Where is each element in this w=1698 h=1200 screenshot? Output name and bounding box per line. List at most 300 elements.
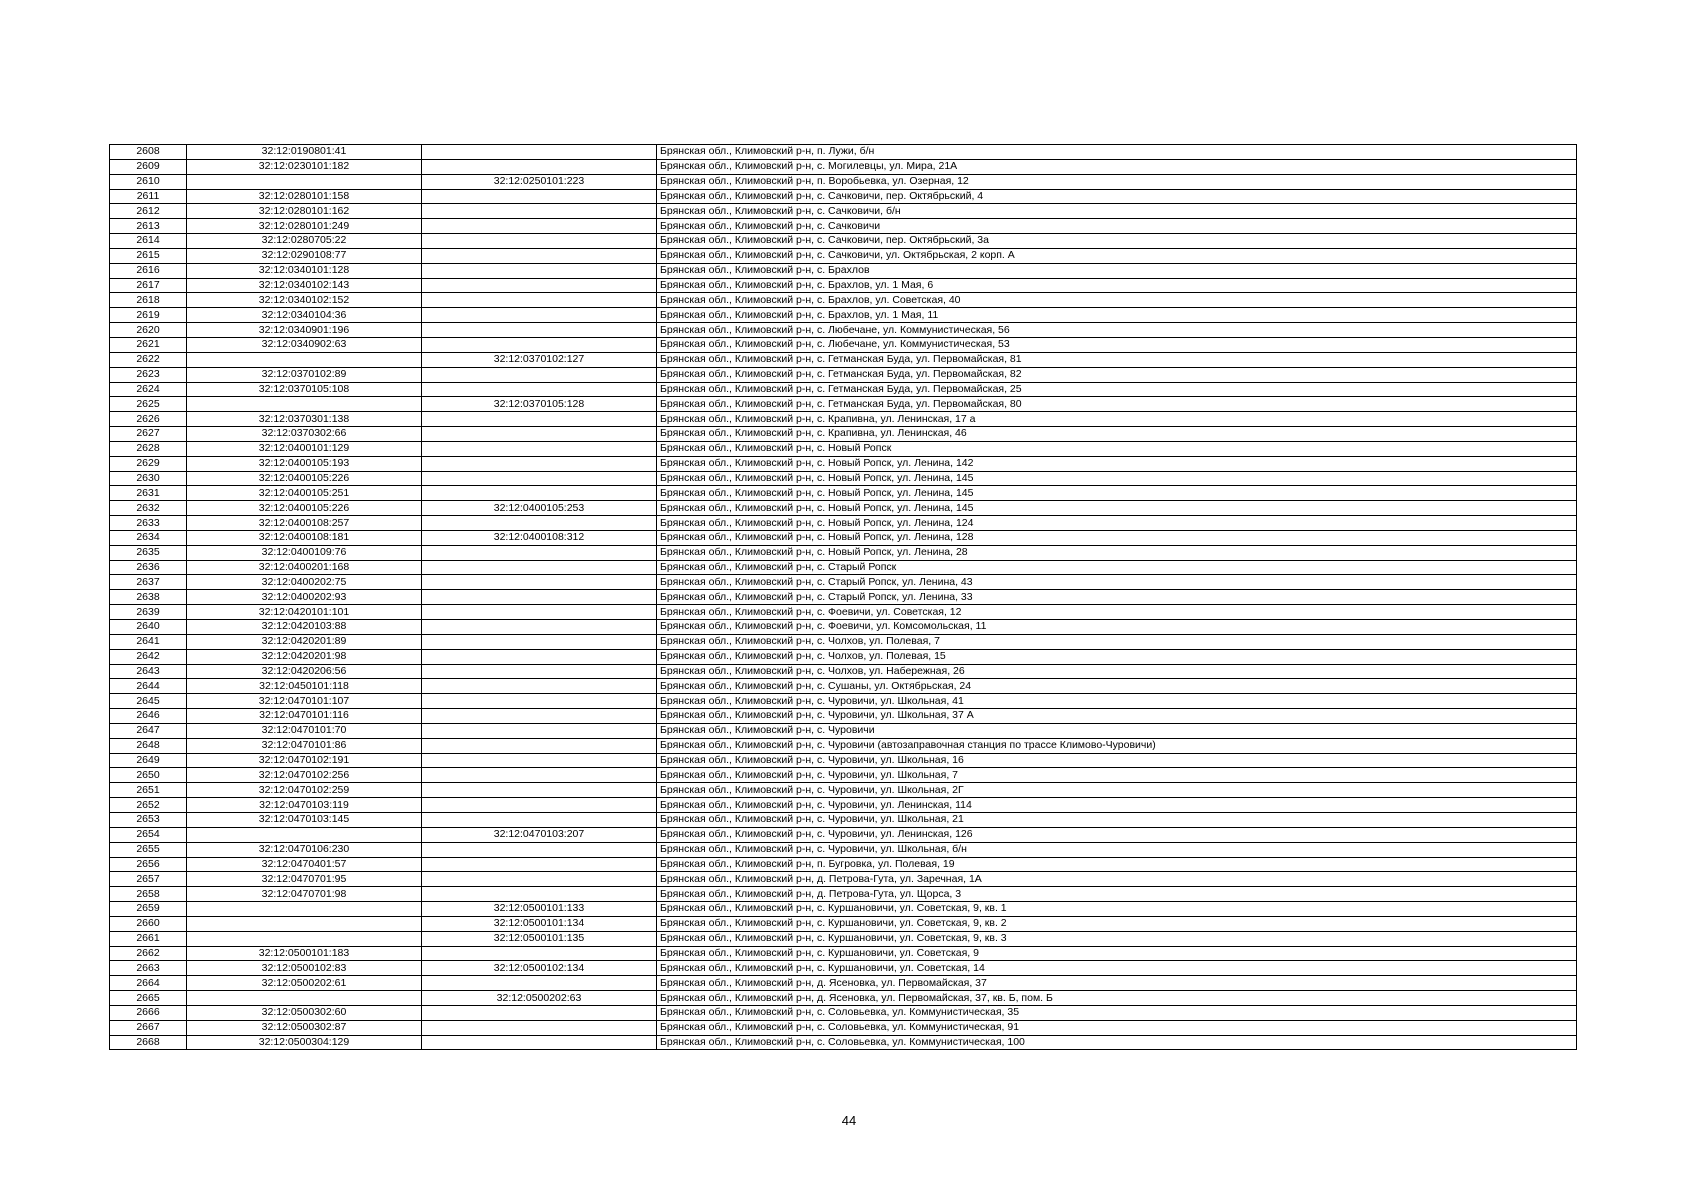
row-number-cell: 2652 bbox=[110, 798, 187, 813]
row-number-cell: 2663 bbox=[110, 961, 187, 976]
table-row bbox=[110, 234, 1577, 249]
address-cell: Брянская обл., Климовский р-н, д. Ясеновка, ул. Первомайская, 37 bbox=[657, 976, 1577, 991]
cadastral-number-secondary-cell: 32:12:0470103:207 bbox=[422, 827, 657, 842]
cadastral-number-secondary-cell bbox=[422, 545, 657, 560]
cadastral-number-secondary-cell bbox=[422, 234, 657, 249]
row-number-cell: 2667 bbox=[110, 1020, 187, 1035]
address-cell: Брянская обл., Климовский р-н, с. Любечане, ул. Коммунистическая, 56 bbox=[657, 323, 1577, 338]
row-number-cell: 2608 bbox=[110, 145, 187, 160]
cadastral-number-secondary-cell bbox=[422, 798, 657, 813]
cadastral-number-cell: 32:12:0370302:66 bbox=[187, 427, 422, 442]
address-cell: Брянская обл., Климовский р-н, с. Новый Ропск, ул. Ленина, 142 bbox=[657, 456, 1577, 471]
cadastral-number-cell: 32:12:0500202:61 bbox=[187, 976, 422, 991]
cadastral-number-secondary-cell bbox=[422, 887, 657, 902]
cadastral-number-secondary-cell bbox=[422, 323, 657, 338]
table-row bbox=[110, 634, 1577, 649]
cadastral-number-secondary-cell bbox=[422, 278, 657, 293]
table-row bbox=[110, 649, 1577, 664]
table-row bbox=[110, 204, 1577, 219]
cadastral-number-cell: 32:12:0340901:196 bbox=[187, 323, 422, 338]
cadastral-number-cell: 32:12:0340102:152 bbox=[187, 293, 422, 308]
cadastral-number-cell: 32:12:0470701:95 bbox=[187, 872, 422, 887]
cadastral-number-cell: 32:12:0280101:249 bbox=[187, 219, 422, 234]
table-row bbox=[110, 798, 1577, 813]
table-row bbox=[110, 783, 1577, 798]
row-number-cell: 2644 bbox=[110, 679, 187, 694]
table-row bbox=[110, 768, 1577, 783]
cadastral-number-cell: 32:12:0370301:138 bbox=[187, 412, 422, 427]
cadastral-number-secondary-cell bbox=[422, 768, 657, 783]
address-cell: Брянская обл., Климовский р-н, с. Чолхов, ул. Полевая, 7 bbox=[657, 634, 1577, 649]
row-number-cell: 2650 bbox=[110, 768, 187, 783]
cadastral-number-secondary-cell: 32:12:0400105:253 bbox=[422, 501, 657, 516]
table-row bbox=[110, 486, 1577, 501]
address-cell: Брянская обл., Климовский р-н, с. Фоевичи, ул. Комсомольская, 11 bbox=[657, 620, 1577, 635]
cadastral-number-secondary-cell bbox=[422, 293, 657, 308]
cadastral-number-secondary-cell: 32:12:0500101:135 bbox=[422, 931, 657, 946]
cadastral-number-secondary-cell bbox=[422, 753, 657, 768]
address-cell: Брянская обл., Климовский р-н, с. Куршановичи, ул. Советская, 14 bbox=[657, 961, 1577, 976]
address-cell: Брянская обл., Климовский р-н, с. Чуровичи, ул. Школьная, 7 bbox=[657, 768, 1577, 783]
cadastral-number-cell: 32:12:0340902:63 bbox=[187, 337, 422, 352]
address-cell: Брянская обл., Климовский р-н, п. Воробьевка, ул. Озерная, 12 bbox=[657, 174, 1577, 189]
cadastral-number-cell: 32:12:0500302:60 bbox=[187, 1005, 422, 1020]
cadastral-number-secondary-cell bbox=[422, 145, 657, 160]
page-number: 44 bbox=[841, 1113, 857, 1128]
cadastral-number-cell: 32:12:0420103:88 bbox=[187, 620, 422, 635]
row-number-cell: 2668 bbox=[110, 1035, 187, 1050]
address-cell: Брянская обл., Климовский р-н, с. Куршановичи, ул. Советская, 9 bbox=[657, 946, 1577, 961]
address-cell: Брянская обл., Климовский р-н, с. Гетманская Буда, ул. Первомайская, 25 bbox=[657, 382, 1577, 397]
address-cell: Брянская обл., Климовский р-н, д. Петрова-Гута, ул. Заречная, 1А bbox=[657, 872, 1577, 887]
row-number-cell: 2633 bbox=[110, 516, 187, 531]
cadastral-number-cell bbox=[187, 991, 422, 1006]
cadastral-number-cell: 32:12:0420201:89 bbox=[187, 634, 422, 649]
address-cell: Брянская обл., Климовский р-н, с. Гетманская Буда, ул. Первомайская, 81 bbox=[657, 352, 1577, 367]
cadastral-table bbox=[109, 144, 1577, 1050]
cadastral-number-secondary-cell bbox=[422, 812, 657, 827]
cadastral-number-cell: 32:12:0470701:98 bbox=[187, 887, 422, 902]
address-cell: Брянская обл., Климовский р-н, с. Гетманская Буда, ул. Первомайская, 80 bbox=[657, 397, 1577, 412]
cadastral-number-cell bbox=[187, 827, 422, 842]
row-number-cell: 2655 bbox=[110, 842, 187, 857]
cadastral-number-secondary-cell bbox=[422, 263, 657, 278]
cadastral-number-secondary-cell bbox=[422, 664, 657, 679]
row-number-cell: 2625 bbox=[110, 397, 187, 412]
cadastral-number-cell: 32:12:0500101:183 bbox=[187, 946, 422, 961]
table-row bbox=[110, 590, 1577, 605]
cadastral-number-cell: 32:12:0500102:83 bbox=[187, 961, 422, 976]
address-cell: Брянская обл., Климовский р-н, с. Крапивна, ул. Ленинская, 17 а bbox=[657, 412, 1577, 427]
table-row bbox=[110, 679, 1577, 694]
table-row bbox=[110, 219, 1577, 234]
address-cell: Брянская обл., Климовский р-н, с. Чуровичи, ул. Школьная, 41 bbox=[657, 694, 1577, 709]
table-row bbox=[110, 323, 1577, 338]
cadastral-number-secondary-cell: 32:12:0500101:133 bbox=[422, 902, 657, 917]
address-cell: Брянская обл., Климовский р-н, с. Новый Ропск, ул. Ленина, 145 bbox=[657, 501, 1577, 516]
table-row bbox=[110, 545, 1577, 560]
address-cell: Брянская обл., Климовский р-н, с. Брахлов, ул. 1 Мая, 6 bbox=[657, 278, 1577, 293]
cadastral-number-cell: 32:12:0340104:36 bbox=[187, 308, 422, 323]
cadastral-number-cell: 32:12:0470103:119 bbox=[187, 798, 422, 813]
address-cell: Брянская обл., Климовский р-н, с. Соловьевка, ул. Коммунистическая, 100 bbox=[657, 1035, 1577, 1050]
address-cell: Брянская обл., Климовский р-н, с. Сачковичи, ул. Октябрьская, 2 корп. А bbox=[657, 248, 1577, 263]
address-cell: Брянская обл., Климовский р-н, с. Старый Ропск, ул. Ленина, 43 bbox=[657, 575, 1577, 590]
row-number-cell: 2618 bbox=[110, 293, 187, 308]
row-number-cell: 2646 bbox=[110, 709, 187, 724]
cadastral-number-cell: 32:12:0290108:77 bbox=[187, 248, 422, 263]
address-cell: Брянская обл., Климовский р-н, с. Брахлов, ул. 1 Мая, 11 bbox=[657, 308, 1577, 323]
cadastral-number-cell: 32:12:0470401:57 bbox=[187, 857, 422, 872]
address-cell: Брянская обл., Климовский р-н, с. Новый Ропск bbox=[657, 441, 1577, 456]
cadastral-number-cell: 32:12:0370105:108 bbox=[187, 382, 422, 397]
address-cell: Брянская обл., Климовский р-н, п. Бугровка, ул. Полевая, 19 bbox=[657, 857, 1577, 872]
row-number-cell: 2616 bbox=[110, 263, 187, 278]
table-row bbox=[110, 308, 1577, 323]
table-row bbox=[110, 471, 1577, 486]
cadastral-number-secondary-cell bbox=[422, 204, 657, 219]
row-number-cell: 2665 bbox=[110, 991, 187, 1006]
row-number-cell: 2635 bbox=[110, 545, 187, 560]
table-row bbox=[110, 516, 1577, 531]
cadastral-number-secondary-cell bbox=[422, 427, 657, 442]
table-row bbox=[110, 709, 1577, 724]
table-row bbox=[110, 753, 1577, 768]
cadastral-number-cell bbox=[187, 174, 422, 189]
table-row bbox=[110, 382, 1577, 397]
cadastral-number-secondary-cell bbox=[422, 441, 657, 456]
table-row bbox=[110, 174, 1577, 189]
cadastral-number-cell: 32:12:0370102:89 bbox=[187, 367, 422, 382]
table-row bbox=[110, 427, 1577, 442]
table-row bbox=[110, 530, 1577, 545]
table-row bbox=[110, 263, 1577, 278]
cadastral-number-secondary-cell bbox=[422, 976, 657, 991]
table-row bbox=[110, 248, 1577, 263]
row-number-cell: 2651 bbox=[110, 783, 187, 798]
table-row bbox=[110, 1035, 1577, 1050]
table-row bbox=[110, 367, 1577, 382]
cadastral-number-secondary-cell bbox=[422, 649, 657, 664]
table-row bbox=[110, 412, 1577, 427]
row-number-cell: 2611 bbox=[110, 189, 187, 204]
cadastral-number-secondary-cell: 32:12:0370102:127 bbox=[422, 352, 657, 367]
address-cell: Брянская обл., Климовский р-н, с. Соловьевка, ул. Коммунистическая, 35 bbox=[657, 1005, 1577, 1020]
address-cell: Брянская обл., Климовский р-н, с. Чолхов, ул. Набережная, 26 bbox=[657, 664, 1577, 679]
cadastral-number-secondary-cell bbox=[422, 471, 657, 486]
row-number-cell: 2666 bbox=[110, 1005, 187, 1020]
row-number-cell: 2632 bbox=[110, 501, 187, 516]
row-number-cell: 2661 bbox=[110, 931, 187, 946]
address-cell: Брянская обл., Климовский р-н, с. Новый Ропск, ул. Ленина, 124 bbox=[657, 516, 1577, 531]
cadastral-number-secondary-cell bbox=[422, 709, 657, 724]
cadastral-number-cell: 32:12:0420201:98 bbox=[187, 649, 422, 664]
cadastral-number-secondary-cell bbox=[422, 337, 657, 352]
row-number-cell: 2662 bbox=[110, 946, 187, 961]
address-cell: Брянская обл., Климовский р-н, с. Куршановичи, ул. Советская, 9, кв. 3 bbox=[657, 931, 1577, 946]
address-cell: Брянская обл., Климовский р-н, с. Чуровичи, ул. Школьная, 16 bbox=[657, 753, 1577, 768]
row-number-cell: 2623 bbox=[110, 367, 187, 382]
row-number-cell: 2617 bbox=[110, 278, 187, 293]
row-number-cell: 2613 bbox=[110, 219, 187, 234]
cadastral-number-cell: 32:12:0400108:257 bbox=[187, 516, 422, 531]
row-number-cell: 2660 bbox=[110, 916, 187, 931]
cadastral-number-secondary-cell bbox=[422, 486, 657, 501]
table-row bbox=[110, 664, 1577, 679]
address-cell: Брянская обл., Климовский р-н, с. Чуровичи (автозаправочная станция по трассе Климово-Чуровичи) bbox=[657, 738, 1577, 753]
cadastral-number-secondary-cell bbox=[422, 872, 657, 887]
cadastral-number-secondary-cell bbox=[422, 575, 657, 590]
row-number-cell: 2610 bbox=[110, 174, 187, 189]
cadastral-number-secondary-cell bbox=[422, 679, 657, 694]
cadastral-number-cell: 32:12:0470102:259 bbox=[187, 783, 422, 798]
row-number-cell: 2658 bbox=[110, 887, 187, 902]
address-cell: Брянская обл., Климовский р-н, с. Старый Ропск bbox=[657, 560, 1577, 575]
cadastral-number-cell: 32:12:0470101:86 bbox=[187, 738, 422, 753]
row-number-cell: 2627 bbox=[110, 427, 187, 442]
row-number-cell: 2642 bbox=[110, 649, 187, 664]
table-row bbox=[110, 456, 1577, 471]
table-row bbox=[110, 872, 1577, 887]
cadastral-number-secondary-cell bbox=[422, 1005, 657, 1020]
table-row bbox=[110, 560, 1577, 575]
cadastral-number-secondary-cell bbox=[422, 189, 657, 204]
row-number-cell: 2664 bbox=[110, 976, 187, 991]
cadastral-number-cell: 32:12:0470101:116 bbox=[187, 709, 422, 724]
table-row bbox=[110, 189, 1577, 204]
table-row bbox=[110, 842, 1577, 857]
cadastral-number-cell: 32:12:0420101:101 bbox=[187, 605, 422, 620]
table-row bbox=[110, 337, 1577, 352]
address-cell: Брянская обл., Климовский р-н, с. Чуровичи, ул. Ленинская, 126 bbox=[657, 827, 1577, 842]
cadastral-number-secondary-cell bbox=[422, 620, 657, 635]
row-number-cell: 2641 bbox=[110, 634, 187, 649]
row-number-cell: 2638 bbox=[110, 590, 187, 605]
row-number-cell: 2631 bbox=[110, 486, 187, 501]
cadastral-number-secondary-cell bbox=[422, 590, 657, 605]
row-number-cell: 2634 bbox=[110, 530, 187, 545]
table-row bbox=[110, 1020, 1577, 1035]
address-cell: Брянская обл., Климовский р-н, с. Могилевцы, ул. Мира, 21А bbox=[657, 159, 1577, 174]
table-row bbox=[110, 278, 1577, 293]
row-number-cell: 2637 bbox=[110, 575, 187, 590]
address-cell: Брянская обл., Климовский р-н, с. Гетманская Буда, ул. Первомайская, 82 bbox=[657, 367, 1577, 382]
address-cell: Брянская обл., Климовский р-н, с. Сачковичи, б/н bbox=[657, 204, 1577, 219]
row-number-cell: 2620 bbox=[110, 323, 187, 338]
table-row bbox=[110, 694, 1577, 709]
cadastral-number-cell: 32:12:0470102:256 bbox=[187, 768, 422, 783]
cadastral-number-secondary-cell: 32:12:0500102:134 bbox=[422, 961, 657, 976]
table-row bbox=[110, 159, 1577, 174]
cadastral-number-cell: 32:12:0190801:41 bbox=[187, 145, 422, 160]
cadastral-number-secondary-cell bbox=[422, 634, 657, 649]
address-cell: Брянская обл., Климовский р-н, с. Новый Ропск, ул. Ленина, 145 bbox=[657, 471, 1577, 486]
address-cell: Брянская обл., Климовский р-н, с. Сачковичи bbox=[657, 219, 1577, 234]
address-cell: Брянская обл., Климовский р-н, п. Лужи, б/н bbox=[657, 145, 1577, 160]
table-body bbox=[110, 145, 1577, 1050]
cadastral-number-secondary-cell bbox=[422, 1035, 657, 1050]
address-cell: Брянская обл., Климовский р-н, с. Чуровичи, ул. Школьная, 37 А bbox=[657, 709, 1577, 724]
table-row bbox=[110, 946, 1577, 961]
cadastral-number-secondary-cell: 32:12:0400108:312 bbox=[422, 530, 657, 545]
row-number-cell: 2630 bbox=[110, 471, 187, 486]
cadastral-number-cell bbox=[187, 902, 422, 917]
row-number-cell: 2622 bbox=[110, 352, 187, 367]
cadastral-number-secondary-cell bbox=[422, 367, 657, 382]
cadastral-number-secondary-cell bbox=[422, 723, 657, 738]
cadastral-number-secondary-cell bbox=[422, 1020, 657, 1035]
cadastral-number-cell: 32:12:0470106:230 bbox=[187, 842, 422, 857]
row-number-cell: 2645 bbox=[110, 694, 187, 709]
cadastral-number-cell: 32:12:0280705:22 bbox=[187, 234, 422, 249]
table-row bbox=[110, 145, 1577, 160]
address-cell: Брянская обл., Климовский р-н, д. Петрова-Гута, ул. Щорса, 3 bbox=[657, 887, 1577, 902]
row-number-cell: 2615 bbox=[110, 248, 187, 263]
cadastral-number-cell: 32:12:0400108:181 bbox=[187, 530, 422, 545]
cadastral-number-secondary-cell bbox=[422, 308, 657, 323]
address-cell: Брянская обл., Климовский р-н, с. Крапивна, ул. Ленинская, 46 bbox=[657, 427, 1577, 442]
cadastral-number-cell: 32:12:0500304:129 bbox=[187, 1035, 422, 1050]
address-cell: Брянская обл., Климовский р-н, с. Новый Ропск, ул. Ленина, 28 bbox=[657, 545, 1577, 560]
row-number-cell: 2621 bbox=[110, 337, 187, 352]
row-number-cell: 2628 bbox=[110, 441, 187, 456]
cadastral-number-cell: 32:12:0400105:193 bbox=[187, 456, 422, 471]
table-row bbox=[110, 441, 1577, 456]
address-cell: Брянская обл., Климовский р-н, с. Чуровичи, ул. Школьная, 21 bbox=[657, 812, 1577, 827]
table-row bbox=[110, 352, 1577, 367]
cadastral-number-cell: 32:12:0400105:226 bbox=[187, 471, 422, 486]
cadastral-number-cell: 32:12:0280101:162 bbox=[187, 204, 422, 219]
cadastral-number-cell: 32:12:0500302:87 bbox=[187, 1020, 422, 1035]
cadastral-number-secondary-cell bbox=[422, 694, 657, 709]
row-number-cell: 2639 bbox=[110, 605, 187, 620]
row-number-cell: 2614 bbox=[110, 234, 187, 249]
address-cell: Брянская обл., Климовский р-н, с. Новый Ропск, ул. Ленина, 145 bbox=[657, 486, 1577, 501]
table-row bbox=[110, 902, 1577, 917]
address-cell: Брянская обл., Климовский р-н, с. Любечане, ул. Коммунистическая, 53 bbox=[657, 337, 1577, 352]
cadastral-number-secondary-cell bbox=[422, 516, 657, 531]
cadastral-number-cell: 32:12:0230101:182 bbox=[187, 159, 422, 174]
address-cell: Брянская обл., Климовский р-н, с. Соловьевка, ул. Коммунистическая, 91 bbox=[657, 1020, 1577, 1035]
address-cell: Брянская обл., Климовский р-н, с. Чуровичи, ул. Школьная, б/н bbox=[657, 842, 1577, 857]
cadastral-number-secondary-cell bbox=[422, 382, 657, 397]
table-row bbox=[110, 738, 1577, 753]
address-cell: Брянская обл., Климовский р-н, с. Чуровичи, ул. Ленинская, 114 bbox=[657, 798, 1577, 813]
address-cell: Брянская обл., Климовский р-н, с. Новый Ропск, ул. Ленина, 128 bbox=[657, 530, 1577, 545]
table-row bbox=[110, 605, 1577, 620]
address-cell: Брянская обл., Климовский р-н, с. Чуровичи, ул. Школьная, 2Г bbox=[657, 783, 1577, 798]
cadastral-number-cell: 32:12:0470101:107 bbox=[187, 694, 422, 709]
cadastral-number-cell: 32:12:0470101:70 bbox=[187, 723, 422, 738]
row-number-cell: 2647 bbox=[110, 723, 187, 738]
table-row bbox=[110, 397, 1577, 412]
row-number-cell: 2626 bbox=[110, 412, 187, 427]
table-row bbox=[110, 931, 1577, 946]
cadastral-number-cell bbox=[187, 916, 422, 931]
row-number-cell: 2656 bbox=[110, 857, 187, 872]
cadastral-number-secondary-cell bbox=[422, 946, 657, 961]
cadastral-number-cell: 32:12:0450101:118 bbox=[187, 679, 422, 694]
row-number-cell: 2649 bbox=[110, 753, 187, 768]
address-cell: Брянская обл., Климовский р-н, с. Сачковичи, пер. Октябрьский, 3а bbox=[657, 234, 1577, 249]
cadastral-number-secondary-cell: 32:12:0370105:128 bbox=[422, 397, 657, 412]
row-number-cell: 2659 bbox=[110, 902, 187, 917]
row-number-cell: 2653 bbox=[110, 812, 187, 827]
cadastral-number-secondary-cell bbox=[422, 857, 657, 872]
address-cell: Брянская обл., Климовский р-н, с. Старый Ропск, ул. Ленина, 33 bbox=[657, 590, 1577, 605]
cadastral-number-secondary-cell bbox=[422, 560, 657, 575]
cadastral-number-cell: 32:12:0400202:75 bbox=[187, 575, 422, 590]
row-number-cell: 2636 bbox=[110, 560, 187, 575]
row-number-cell: 2609 bbox=[110, 159, 187, 174]
cadastral-number-secondary-cell: 32:12:0250101:223 bbox=[422, 174, 657, 189]
cadastral-number-cell: 32:12:0340102:143 bbox=[187, 278, 422, 293]
cadastral-number-cell bbox=[187, 352, 422, 367]
table-row bbox=[110, 991, 1577, 1006]
row-number-cell: 2657 bbox=[110, 872, 187, 887]
table-row bbox=[110, 827, 1577, 842]
table-row bbox=[110, 1005, 1577, 1020]
cadastral-number-cell: 32:12:0470102:191 bbox=[187, 753, 422, 768]
table-row bbox=[110, 723, 1577, 738]
table-row bbox=[110, 976, 1577, 991]
cadastral-number-cell: 32:12:0400105:251 bbox=[187, 486, 422, 501]
address-cell: Брянская обл., Климовский р-н, с. Куршановичи, ул. Советская, 9, кв. 2 bbox=[657, 916, 1577, 931]
table-row bbox=[110, 887, 1577, 902]
cadastral-number-cell: 32:12:0400105:226 bbox=[187, 501, 422, 516]
cadastral-number-cell bbox=[187, 397, 422, 412]
cadastral-number-cell: 32:12:0400201:168 bbox=[187, 560, 422, 575]
table-row bbox=[110, 501, 1577, 516]
cadastral-number-secondary-cell bbox=[422, 248, 657, 263]
row-number-cell: 2648 bbox=[110, 738, 187, 753]
row-number-cell: 2629 bbox=[110, 456, 187, 471]
cadastral-number-secondary-cell bbox=[422, 783, 657, 798]
address-cell: Брянская обл., Климовский р-н, с. Сачковичи, пер. Октябрьский, 4 bbox=[657, 189, 1577, 204]
cadastral-number-secondary-cell bbox=[422, 738, 657, 753]
cadastral-number-cell: 32:12:0420206:56 bbox=[187, 664, 422, 679]
address-cell: Брянская обл., Климовский р-н, с. Фоевичи, ул. Советская, 12 bbox=[657, 605, 1577, 620]
address-cell: Брянская обл., Климовский р-н, с. Куршановичи, ул. Советская, 9, кв. 1 bbox=[657, 902, 1577, 917]
row-number-cell: 2624 bbox=[110, 382, 187, 397]
table-row bbox=[110, 916, 1577, 931]
cadastral-number-secondary-cell bbox=[422, 605, 657, 620]
cadastral-number-cell: 32:12:0470103:145 bbox=[187, 812, 422, 827]
address-cell: Брянская обл., Климовский р-н, с. Брахлов, ул. Советская, 40 bbox=[657, 293, 1577, 308]
table-row bbox=[110, 575, 1577, 590]
row-number-cell: 2612 bbox=[110, 204, 187, 219]
table-row bbox=[110, 293, 1577, 308]
cadastral-number-secondary-cell bbox=[422, 159, 657, 174]
cadastral-number-cell: 32:12:0400109:76 bbox=[187, 545, 422, 560]
table-row bbox=[110, 812, 1577, 827]
cadastral-number-secondary-cell bbox=[422, 456, 657, 471]
address-cell: Брянская обл., Климовский р-н, д. Ясеновка, ул. Первомайская, 37, кв. Б, пом. Б bbox=[657, 991, 1577, 1006]
cadastral-number-cell: 32:12:0400101:129 bbox=[187, 441, 422, 456]
table-row bbox=[110, 620, 1577, 635]
table-row bbox=[110, 961, 1577, 976]
address-cell: Брянская обл., Климовский р-н, с. Чуровичи bbox=[657, 723, 1577, 738]
cadastral-number-secondary-cell bbox=[422, 842, 657, 857]
address-cell: Брянская обл., Климовский р-н, с. Чолхов, ул. Полевая, 15 bbox=[657, 649, 1577, 664]
row-number-cell: 2640 bbox=[110, 620, 187, 635]
row-number-cell: 2619 bbox=[110, 308, 187, 323]
address-cell: Брянская обл., Климовский р-н, с. Брахлов bbox=[657, 263, 1577, 278]
cadastral-number-secondary-cell bbox=[422, 412, 657, 427]
cadastral-number-cell bbox=[187, 931, 422, 946]
address-cell: Брянская обл., Климовский р-н, с. Сушаны, ул. Октябрьская, 24 bbox=[657, 679, 1577, 694]
cadastral-number-secondary-cell bbox=[422, 219, 657, 234]
